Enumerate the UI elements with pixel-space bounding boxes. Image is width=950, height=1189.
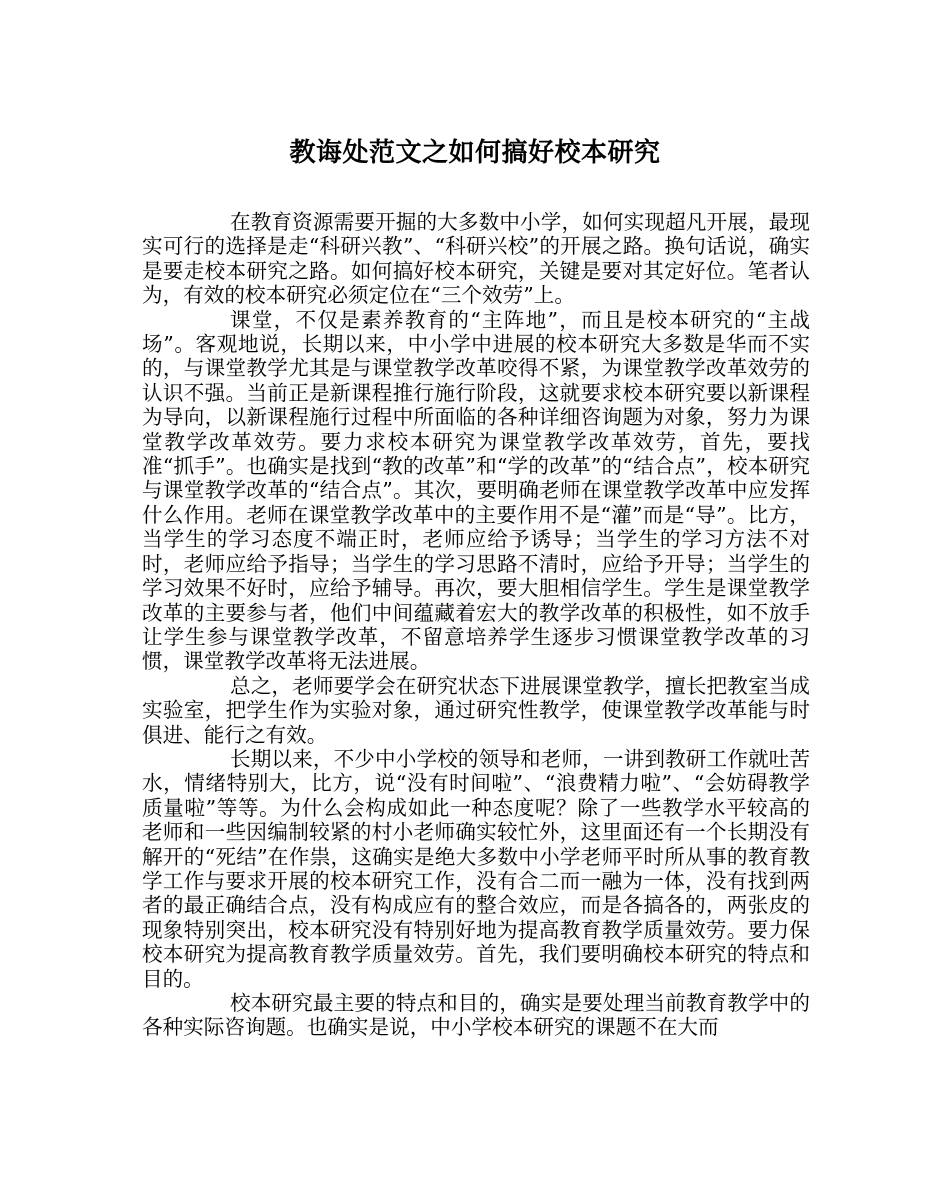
paragraph: 课堂，不仅是素养教育的“主阵地”，而且是校本研究的“主战场”。客观地说，长期以来，中小学中进展的校本研究大多数是华而不实的，与课堂教学尤其是与课堂教学改革咬得不紧，为课堂教学改革效劳的认识不强。当前正是新课程推行施行阶段，这就要求校本研究要以新课程为导向，以新课程施行过程中所面临的各种详细咨询题为对象，努力为课堂教学改革效劳。要力求校本研究为课堂教学改革效劳，首先，要找准“抓手”。也确实是找到“教的改革”和“学的改革”的“结合点”，校本研究与课堂教学改革的“结合点”。其次，要明确老师在课堂教学改革中应发挥什么作用。老师在课堂教学改革中的主要作用不是“灌”而是“导”。比方，当学生的学习态度不端正时，老师应给予诱导；当学生的学习方法不对时，老师应给予指导；当学生的学习思路不清时，应给予开导；当学生的学习效果不好时，应给予辅导。再次，要大胆相信学生。学生是课堂教学改革的主要参与者，他们中间蕴藏着宏大的教学改革的积极性，如不放手让学生参与课堂教学改革，不留意培养学生逐步习惯课堂教学改革的习惯，课堂教学改革将无法进展。: [142, 307, 810, 674]
paragraph: 长期以来，不少中小学校的领导和老师，一讲到教研工作就吐苦水，情绪特别大，比方，说“没有时间啦”、“浪费精力啦”、“会妨碍教学质量啦”等等。为什么会构成如此一种态度呢？除了一些教学水平较高的老师和一些因编制较紧的村小老师确实较忙外，这里面还有一个长期没有解开的“死结”在作祟，这确实是绝大多数中小学老师平时所从事的教育教学工作与要求开展的校本研究工作，没有合二而一融为一体，没有找到两者的最正确结合点，没有构成应有的整合效应，而是各搞各的，两张皮的现象特别突出，校本研究没有特别好地为提高教育教学质量效劳。要力保校本研究为提高教育教学质量效劳。首先，我们要明确校本研究的特点和目的。: [142, 746, 810, 991]
paragraph: 总之，老师要学会在研究状态下进展课堂教学，擅长把教室当成实验室，把学生作为实验对象，通过研究性教学，使课堂教学改革能与时俱进、能行之有效。: [142, 673, 810, 747]
document-title: 教诲处范文之如何搞好校本研究: [289, 138, 661, 168]
paragraph: 在教育资源需要开掘的大多数中小学，如何实现超凡开展，最现实可行的选择是走“科研兴教”、“科研兴校”的开展之路。换句话说，确实是要走校本研究之路。如何搞好校本研究，关键是要对其定好位。笔者认为，有效的校本研究必须定位在“三个效劳”上。: [142, 210, 810, 308]
document-body: [142, 210, 810, 1040]
paragraph: 校本研究最主要的特点和目的，确实是要处理当前教育教学中的各种实际咨询题。也确实是说，中小学校本研究的课题不在大而: [142, 991, 810, 1040]
